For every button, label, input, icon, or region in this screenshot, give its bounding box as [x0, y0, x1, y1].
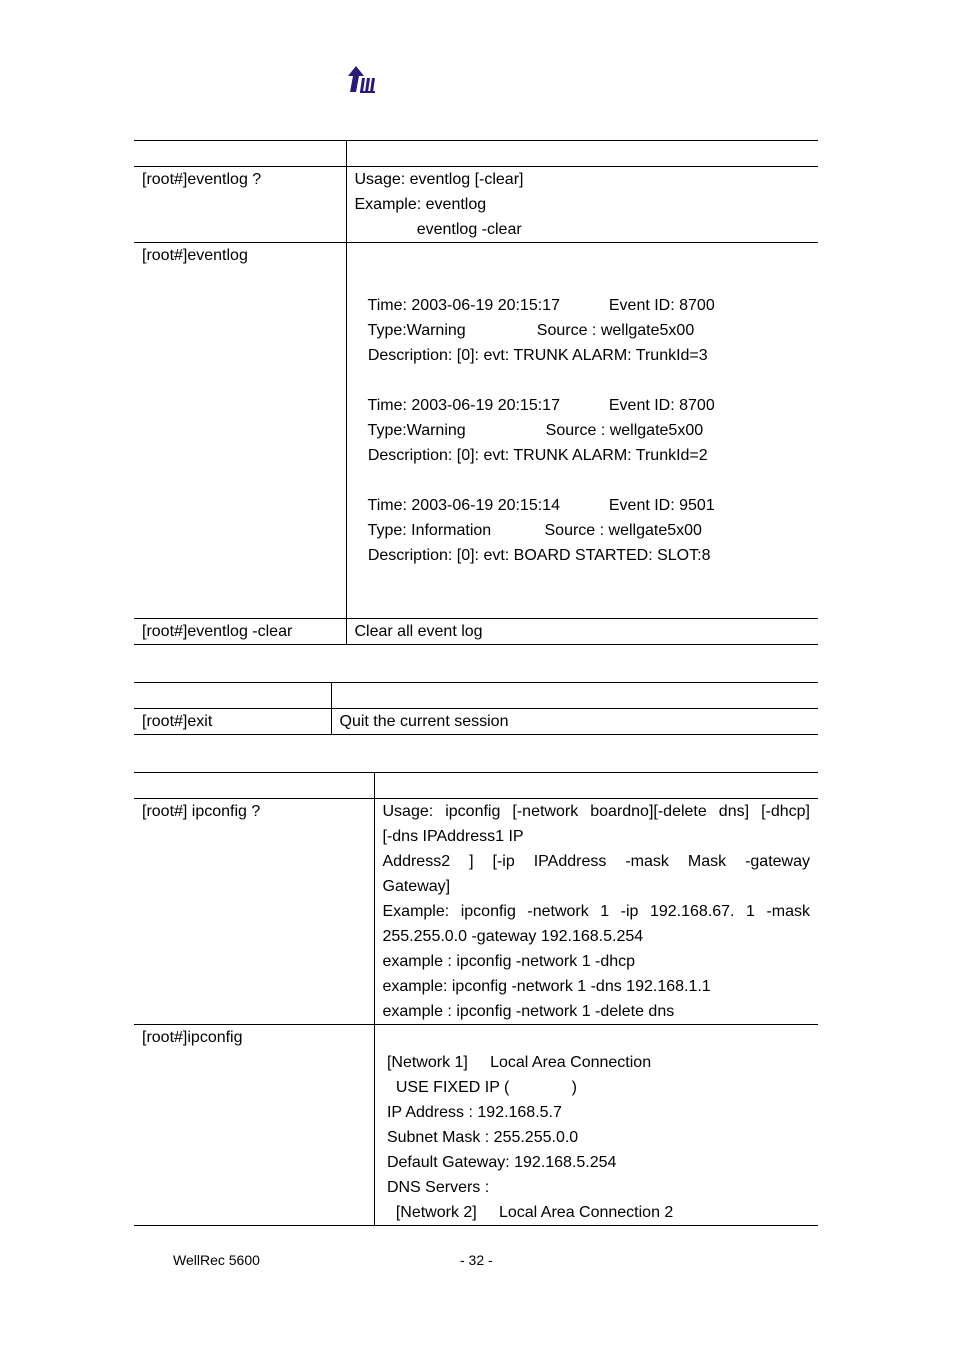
text-line: Example: eventlog	[354, 196, 487, 213]
command-cell: [root#]eventlog	[134, 243, 346, 619]
command-cell: [root#]ipconfig	[134, 1025, 374, 1226]
text-line: [Network 2] Local Area Connection 2	[382, 1204, 674, 1221]
text-line: Usage: ipconfig [-network boardno][-delete dns] [-dhcp]	[382, 803, 810, 820]
text-line: Gateway]	[382, 878, 451, 895]
text-line: Subnet Mask : 255.255.0.0	[382, 1129, 579, 1146]
text-line: Time: 2003-06-19 20:15:17 Event ID: 8700	[354, 397, 715, 414]
text-line	[355, 243, 811, 268]
text-line: Usage: eventlog [-clear]	[354, 171, 524, 188]
text-line: 255.255.0.0 -gateway 192.168.5.254	[382, 928, 644, 945]
command-cell: [root#]eventlog ?	[134, 167, 346, 243]
text-line: USE FIXED IP ( )	[382, 1079, 577, 1096]
exit-command-table	[134, 682, 818, 735]
table-header-row	[134, 773, 818, 799]
text-line: eventlog -clear	[354, 221, 522, 238]
text-line: Type: Information Source : wellgate5x00	[354, 522, 702, 539]
text-line: DNS Servers :	[382, 1179, 490, 1196]
text-line	[355, 593, 811, 618]
text-line: Clear all event log	[354, 623, 483, 640]
text-line: Default Gateway: 192.168.5.254	[382, 1154, 617, 1171]
text-line: Description: [0]: evt: TRUNK ALARM: TrunkId=2	[354, 447, 708, 464]
command-cell: [root#]eventlog -clear	[134, 619, 346, 645]
text-line	[355, 468, 811, 493]
text-line: example : ipconfig -network 1 -dhcp	[382, 953, 636, 970]
text-line: example : ipconfig -network 1 -delete dns	[382, 1003, 675, 1020]
footer-page-number: - 32 -	[460, 1252, 493, 1268]
text-line	[355, 568, 811, 593]
text-line: example: ipconfig -network 1 -dns 192.168.1.1	[382, 978, 711, 995]
eventlog-command-table	[134, 140, 818, 645]
description-cell	[346, 619, 818, 645]
text-line: IP Address : 192.168.5.7	[382, 1104, 562, 1121]
ipconfig-command-table	[134, 772, 818, 1226]
text-line: Description: [0]: evt: BOARD STARTED: SLOT:8	[354, 547, 711, 564]
company-logo-icon	[348, 66, 380, 94]
description-cell	[346, 243, 818, 619]
description-cell	[374, 1025, 818, 1226]
table-header-row	[134, 683, 818, 709]
footer-product-name: WellRec 5600	[173, 1252, 260, 1268]
text-line	[355, 368, 811, 393]
command-cell: [root#]exit	[134, 709, 331, 735]
text-line: Type:Warning Source : wellgate5x00	[354, 322, 695, 339]
text-line: Time: 2003-06-19 20:15:14 Event ID: 9501	[354, 497, 715, 514]
table-header-row	[134, 141, 818, 167]
table-row	[134, 799, 818, 1025]
text-line: Time: 2003-06-19 20:15:17 Event ID: 8700	[354, 297, 715, 314]
table-row	[134, 243, 818, 619]
text-line: Description: [0]: evt: TRUNK ALARM: TrunkId=3	[354, 347, 708, 364]
text-line: [-dns IPAddress1 IP	[382, 828, 524, 845]
description-cell	[374, 799, 818, 1025]
text-line	[383, 1025, 811, 1050]
text-line: [Network 1] Local Area Connection	[382, 1054, 652, 1071]
text-line: Address2 ] [-ip IPAddress -mask Mask -gateway	[382, 853, 810, 870]
description-cell	[331, 709, 818, 735]
command-cell: [root#] ipconfig ?	[134, 799, 374, 1025]
table-row	[134, 709, 818, 735]
table-row	[134, 619, 818, 645]
text-line	[355, 268, 811, 293]
table-row	[134, 1025, 818, 1226]
description-cell	[346, 167, 818, 243]
table-row	[134, 167, 818, 243]
text-line: Type:Warning Source : wellgate5x00	[354, 422, 704, 439]
text-line: Quit the current session	[339, 713, 509, 730]
text-line: Example: ipconfig -network 1 -ip 192.168.67. 1 -mask	[382, 903, 810, 920]
